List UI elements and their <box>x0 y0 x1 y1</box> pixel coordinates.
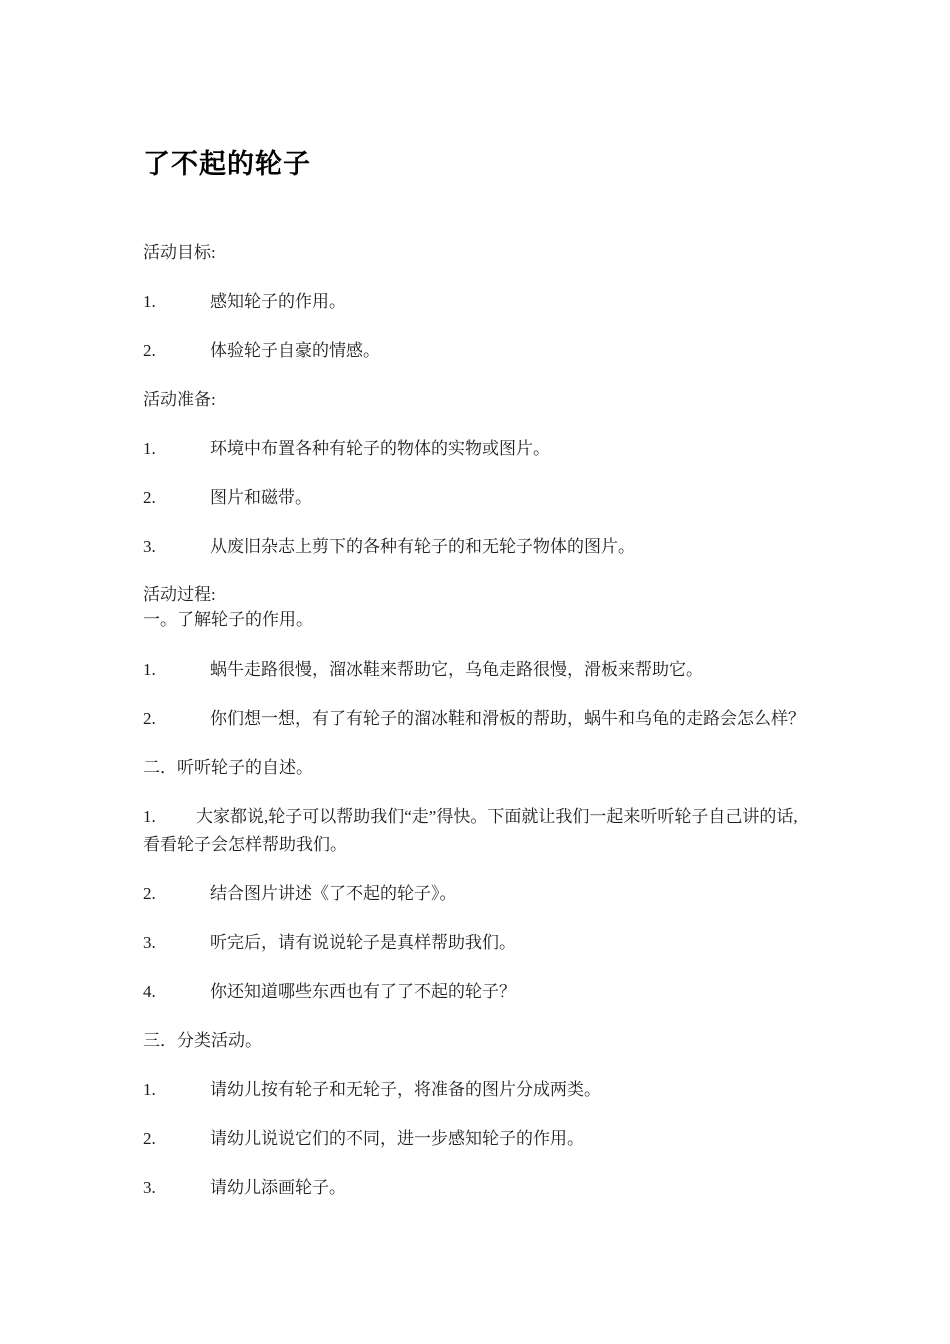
list-item-text: 大家都说,轮子可以帮助我们“走”得快。下面就让我们一起来听听轮子自己讲的话, <box>196 807 798 826</box>
list-item-text: 请幼儿按有轮子和无轮子，将准备的图片分成两类。 <box>210 1080 601 1099</box>
heading-text: 活动过程: <box>143 585 216 604</box>
list-item-number: 1. <box>143 292 156 311</box>
list-item-text: 请幼儿添画轮子。 <box>210 1178 346 1197</box>
subsection-heading-3 <box>143 1027 820 1055</box>
subsection-heading-2 <box>143 754 820 782</box>
list-item <box>143 978 820 1006</box>
section-heading-process <box>143 582 820 632</box>
list-item <box>143 435 820 463</box>
list-item-number: 2. <box>143 1129 156 1148</box>
heading-text: 活动准备: <box>143 390 216 409</box>
list-item <box>143 929 820 957</box>
list-item <box>143 803 820 859</box>
list-item-text: 环境中布置各种有轮子的物体的实物或图片。 <box>210 439 550 458</box>
list-item <box>143 1174 820 1202</box>
list-item <box>143 1076 820 1104</box>
list-item-number: 1. <box>143 807 156 826</box>
list-item-number: 2. <box>143 341 156 360</box>
list-item-text: 从废旧杂志上剪下的各种有轮子的和无轮子物体的图片。 <box>210 537 635 556</box>
list-item <box>143 484 820 512</box>
list-item-number: 2. <box>143 709 156 728</box>
list-item-text: 感知轮子的作用。 <box>210 292 346 311</box>
list-item-number: 3. <box>143 933 156 952</box>
list-item <box>143 880 820 908</box>
list-item <box>143 705 820 733</box>
list-item-number: 3. <box>143 1178 156 1197</box>
list-item <box>143 533 820 561</box>
list-item-text: 你还知道哪些东西也有了了不起的轮子？ <box>210 982 516 1001</box>
section-heading-preparation <box>143 386 820 414</box>
heading-text: 二．听听轮子的自述。 <box>143 758 313 777</box>
subsection-heading-1: 一。了解轮子的作用。 <box>143 610 313 629</box>
list-item-number: 1. <box>143 660 156 679</box>
document-title: 了不起的轮子 <box>143 149 311 179</box>
list-item-text: 结合图片讲述《了不起的轮子》。 <box>210 884 457 903</box>
list-item-number: 2. <box>143 488 156 507</box>
list-item-number: 1. <box>143 1080 156 1099</box>
section-heading-goals <box>143 239 820 267</box>
list-item-text: 请幼儿说说它们的不同，进一步感知轮子的作用。 <box>210 1129 584 1148</box>
heading-text: 三．分类活动。 <box>143 1031 262 1050</box>
list-item-text: 体验轮子自豪的情感。 <box>210 341 380 360</box>
list-item <box>143 288 820 316</box>
list-item-number: 1. <box>143 439 156 458</box>
list-item-text: 蜗牛走路很慢，溜冰鞋来帮助它，乌龟走路很慢，滑板来帮助它。 <box>210 660 703 679</box>
list-item <box>143 656 820 684</box>
list-item <box>143 337 820 365</box>
heading-text: 活动目标: <box>143 243 216 262</box>
list-item-number: 3. <box>143 537 156 556</box>
list-item-text: 图片和磁带。 <box>210 488 312 507</box>
list-item-text: 你们想一想，有了有轮子的溜冰鞋和滑板的帮助，蜗牛和乌龟的走路会怎么样？ <box>210 709 805 728</box>
list-item <box>143 1125 820 1153</box>
list-item-text: 听完后，请有说说轮子是真样帮助我们。 <box>210 933 516 952</box>
list-item-text-continued: 看看轮子会怎样帮助我们。 <box>143 835 347 854</box>
list-item-number: 2. <box>143 884 156 903</box>
list-item-number: 4. <box>143 982 156 1001</box>
